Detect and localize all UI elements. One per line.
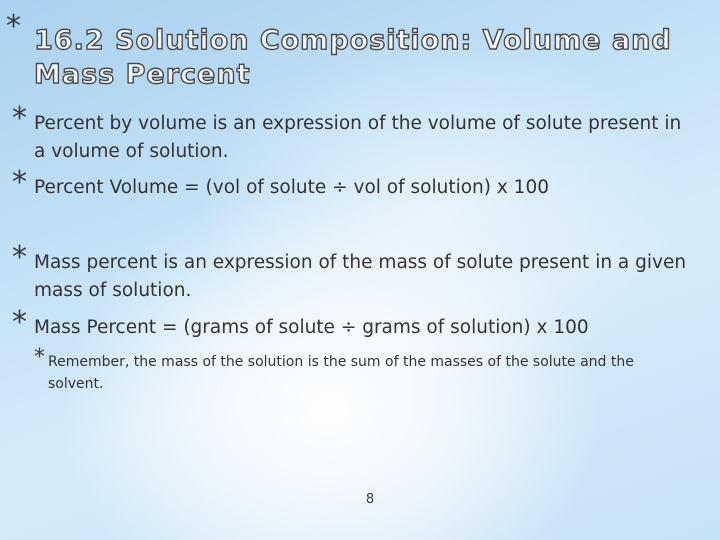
- sub-bullet-remember: [34, 345, 684, 395]
- bullet-mass-percent-formula: [12, 305, 702, 342]
- bullet-marker: *: [12, 165, 27, 200]
- title-bullet-marker: *: [6, 9, 21, 44]
- bullet-marker: *: [34, 345, 45, 370]
- bullet-text: Mass percent is an expression of the mass of solute present in a given mass of solution.: [34, 252, 687, 301]
- bullet-marker: *: [12, 305, 27, 340]
- slide-title: 16.2 Solution Composition: Volume and Mass Percent: [34, 25, 672, 90]
- bullet-text: Mass Percent = (grams of solute ÷ grams of solution) x 100: [34, 317, 589, 338]
- bullet-percent-volume-formula: [12, 165, 692, 202]
- bullet-percent-by-volume: [12, 101, 692, 166]
- bullet-mass-percent: [12, 240, 692, 305]
- page-number: 8: [365, 492, 375, 507]
- bullet-marker: *: [12, 240, 27, 275]
- bullet-text: Remember, the mass of the solution is the sum of the masses of the solute and the solvent.: [48, 354, 634, 392]
- bullet-text: Percent Volume = (vol of solute ÷ vol of solution) x 100: [34, 177, 549, 198]
- bullet-marker: *: [12, 101, 27, 136]
- bullet-text: Percent by volume is an expression of the volume of solute present in a volume of solution.: [34, 113, 682, 162]
